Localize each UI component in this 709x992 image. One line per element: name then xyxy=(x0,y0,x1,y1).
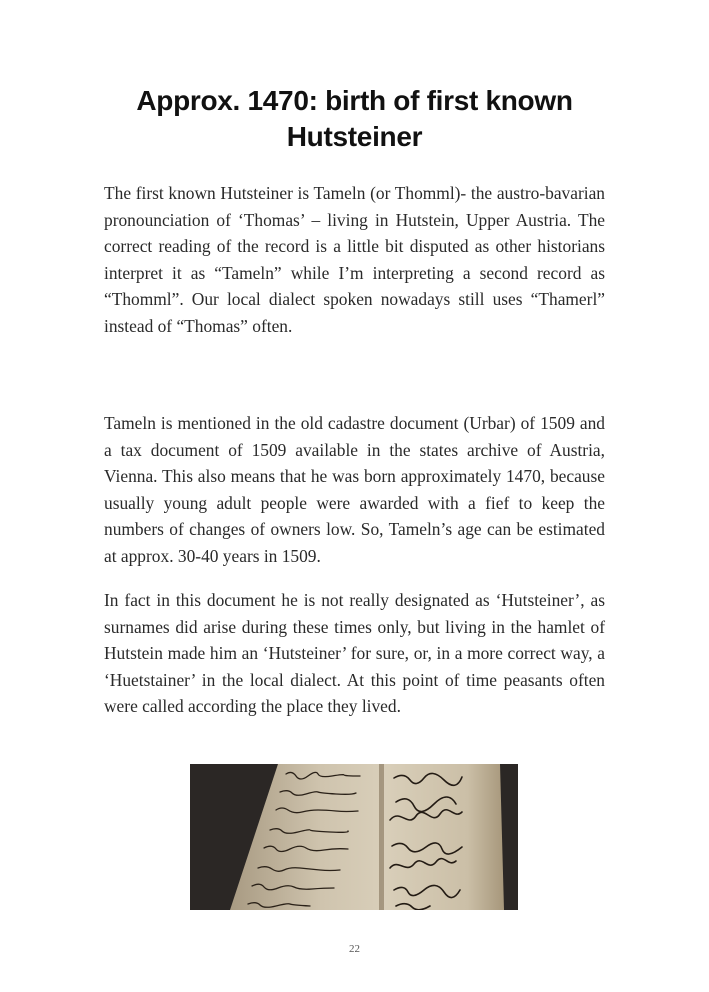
page-title: Approx. 1470: birth of first known Hutsteiner xyxy=(136,85,573,152)
paragraph-surname: In fact in this document he is not really designated as ‘Hutsteiner’, as surnames did arise during these times only, but living in the hamlet of Hutstein made him an ‘Hutsteiner’ for sure, or, in a more correct way, a ‘Huetstainer’ in the local dialect. At this point of time peasants often were called according the place they lived. xyxy=(104,590,605,717)
paragraph-cadastre: Tameln is mentioned in the old cadastre document (Urbar) of 1509 and a tax document of 1509 available in the states archive of Austria, Vienna. This also means that he was born approximately 1470, because usually young adult people were awarded with a fief to keep the numbers of changes of owners low. So, Tameln’s age can be estimated at approx. 30-40 years in 1509. xyxy=(104,413,605,566)
historical-record-photo xyxy=(190,764,518,910)
paragraph-intro: The first known Hutsteiner is Tameln (or Thomml)- the austro-bavarian pronounciation of ‘Thomas’ – living in Hutstein, Upper Austria. The correct reading of the record is a little bit disputed as other historians interpret it as “Tameln” while I’m interpreting a second record as “Thomml”. Our local dialect spoken nowadays still uses “Thamerl” instead of “Thomas” often. xyxy=(104,183,605,336)
page-number: 22 xyxy=(349,943,360,955)
